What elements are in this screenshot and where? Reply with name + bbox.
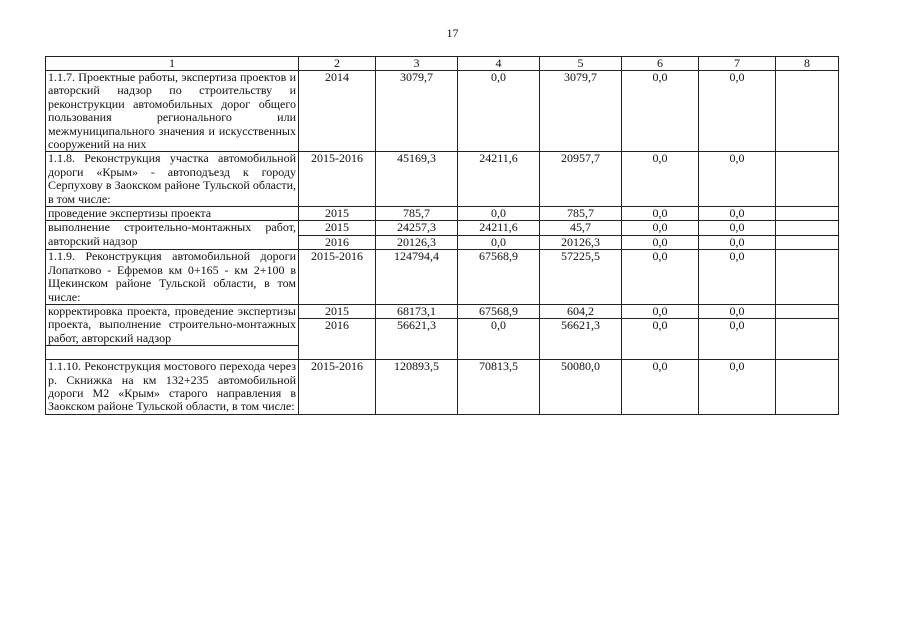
spacer-cell (46, 346, 299, 360)
row-description: 1.1.7. Проектные работы, экспертиза проектов и авторский надзор по строительству и реконструкции автомобильных дорог общего пользования регионального или межмуниципального значения и искусственных сооружений на них (46, 71, 299, 152)
row-value-col-7: 0,0 (699, 319, 776, 346)
row-value-col-8 (776, 221, 839, 235)
row-value-col-4: 0,0 (458, 207, 540, 221)
row-value-col-5: 45,7 (540, 221, 622, 235)
row-year: 2016 (299, 235, 376, 249)
row-value-col-4: 0,0 (458, 235, 540, 249)
row-value-col-5: 604,2 (540, 304, 622, 318)
row-value-col-3: 124794,4 (376, 250, 458, 305)
spacer-cell (458, 346, 540, 360)
row-value-col-4: 24211,6 (458, 221, 540, 235)
row-value-col-8 (776, 360, 839, 415)
row-value-col-6: 0,0 (622, 207, 699, 221)
spacer-cell (776, 346, 839, 360)
row-value-col-8 (776, 71, 839, 152)
row-value-col-6: 0,0 (622, 152, 699, 207)
row-value-col-7: 0,0 (699, 207, 776, 221)
row-value-col-3: 20126,3 (376, 235, 458, 249)
row-value-col-4: 0,0 (458, 71, 540, 152)
row-value-col-7: 0,0 (699, 250, 776, 305)
row-value-col-4: 70813,5 (458, 360, 540, 415)
row-description: 1.1.8. Реконструкция участка автомобильной дороги «Крым» - автоподъезд к городу Серпухову в Заокском районе Тульской области, в том числе: (46, 152, 299, 207)
header-col-5: 5 (540, 57, 622, 71)
row-description: проведение экспертизы проекта (46, 207, 299, 221)
row-value-col-7: 0,0 (699, 235, 776, 249)
header-col-1: 1 (46, 57, 299, 71)
header-col-7: 7 (699, 57, 776, 71)
row-value-col-7: 0,0 (699, 152, 776, 207)
row-value-col-4: 0,0 (458, 319, 540, 346)
row-value-col-8 (776, 235, 839, 249)
row-year: 2015-2016 (299, 152, 376, 207)
page-number: 17 (446, 26, 459, 40)
row-value-col-3: 68173,1 (376, 304, 458, 318)
row-description: 1.1.9. Реконструкция автомобильной дороги Лопатково - Ефремов км 0+165 - км 2+100 в Щекинском районе Тульской области, в том числе: (46, 250, 299, 305)
row-value-col-6: 0,0 (622, 221, 699, 235)
row-value-col-3: 3079,7 (376, 71, 458, 152)
row-year: 2014 (299, 71, 376, 152)
header-col-3: 3 (376, 57, 458, 71)
row-value-col-7: 0,0 (699, 360, 776, 415)
row-value-col-8 (776, 304, 839, 318)
row-value-col-5: 20126,3 (540, 235, 622, 249)
row-value-col-8 (776, 207, 839, 221)
row-value-col-6: 0,0 (622, 319, 699, 346)
row-year: 2016 (299, 319, 376, 346)
row-value-col-8 (776, 319, 839, 346)
row-value-col-6: 0,0 (622, 235, 699, 249)
header-col-4: 4 (458, 57, 540, 71)
budget-table (45, 56, 839, 415)
row-description: выполнение строительно-монтажных работ, авторский надзор (46, 221, 299, 250)
spacer-cell (699, 346, 776, 360)
table-row (46, 207, 839, 221)
row-year: 2015 (299, 221, 376, 235)
row-year: 2015 (299, 304, 376, 318)
row-description: 1.1.10. Реконструкция мостового перехода через р. Скнижка на км 132+235 автомобильной дороги М2 «Крым» старого направления в Заокском районе Тульской области, в том числе: (46, 360, 299, 415)
table-row (46, 250, 839, 305)
row-value-col-8 (776, 152, 839, 207)
spacer-cell (540, 346, 622, 360)
header-col-6: 6 (622, 57, 699, 71)
row-value-col-5: 50080,0 (540, 360, 622, 415)
row-value-col-5: 785,7 (540, 207, 622, 221)
row-value-col-4: 67568,9 (458, 304, 540, 318)
row-value-col-8 (776, 250, 839, 305)
row-value-col-4: 67568,9 (458, 250, 540, 305)
row-value-col-4: 24211,6 (458, 152, 540, 207)
spacer-cell (622, 346, 699, 360)
header-col-8: 8 (776, 57, 839, 71)
row-value-col-3: 120893,5 (376, 360, 458, 415)
table-row (46, 221, 839, 235)
row-value-col-6: 0,0 (622, 71, 699, 152)
row-year: 2015 (299, 207, 376, 221)
row-value-col-5: 57225,5 (540, 250, 622, 305)
row-value-col-7: 0,0 (699, 304, 776, 318)
row-value-col-5: 3079,7 (540, 71, 622, 152)
row-value-col-5: 20957,7 (540, 152, 622, 207)
table-row (46, 304, 839, 318)
spacer-cell (376, 346, 458, 360)
row-value-col-3: 785,7 (376, 207, 458, 221)
row-value-col-3: 56621,3 (376, 319, 458, 346)
row-value-col-3: 45169,3 (376, 152, 458, 207)
row-description: корректировка проекта, проведение экспертизы проекта, выполнение строительно-монтажных работ, авторский надзор (46, 304, 299, 345)
table-row (46, 152, 839, 207)
row-value-col-5: 56621,3 (540, 319, 622, 346)
table-row (46, 360, 839, 415)
row-value-col-6: 0,0 (622, 250, 699, 305)
spacer-cell (299, 346, 376, 360)
row-value-col-6: 0,0 (622, 360, 699, 415)
header-col-2: 2 (299, 57, 376, 71)
row-year: 2015-2016 (299, 250, 376, 305)
row-value-col-6: 0,0 (622, 304, 699, 318)
row-value-col-7: 0,0 (699, 221, 776, 235)
table-row (46, 71, 839, 152)
row-value-col-7: 0,0 (699, 71, 776, 152)
spacer-row (46, 346, 839, 360)
row-value-col-3: 24257,3 (376, 221, 458, 235)
row-year: 2015-2016 (299, 360, 376, 415)
header-row (46, 57, 839, 71)
